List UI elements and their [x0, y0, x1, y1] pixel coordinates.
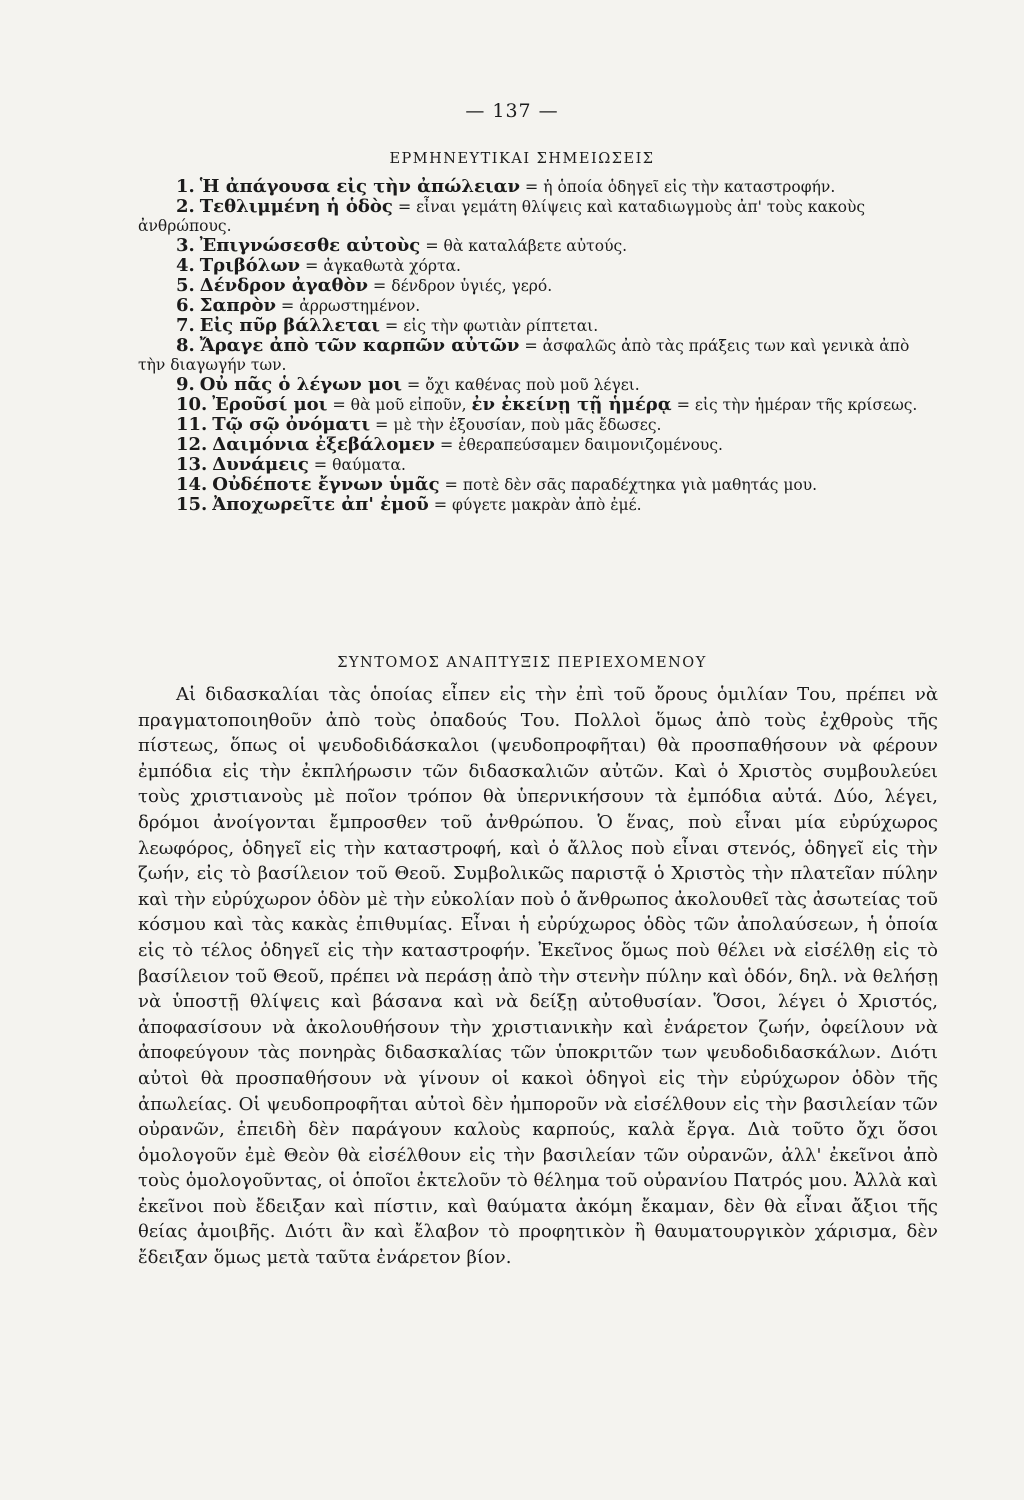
- equals-sign: =: [676, 395, 690, 414]
- note-term: Εἰς πῦρ βάλλεται: [199, 315, 380, 336]
- note-term: Δυνάμεις: [212, 454, 309, 475]
- section-title-summary: ΣΥΝΤΟΜΟΣ ΑΝΑΠΤΥΞΙΣ ΠΕΡΙΕΧΟΜΕΝΟΥ: [337, 655, 707, 671]
- note-number: 5.: [176, 275, 195, 296]
- note-number: 4.: [176, 255, 195, 276]
- notes-list: [138, 177, 938, 515]
- note-gloss: θαύματα.: [332, 456, 406, 474]
- equals-sign: =: [375, 415, 389, 434]
- note-number: 9.: [176, 374, 195, 395]
- note-item: [138, 375, 938, 395]
- note-number: 15.: [176, 494, 208, 515]
- note-term: Οὐδέποτε ἔγνων ὑμᾶς: [212, 474, 440, 495]
- note-gloss: ἀρρωστημένον.: [299, 297, 421, 315]
- note-gloss: δένδρον ὑγιές, γερό.: [391, 277, 553, 295]
- note-term: Ἄραγε ἀπὸ τῶν καρπῶν αὐτῶν: [199, 335, 520, 356]
- note-gloss: ἐθεραπεύσαμεν δαιμονιζομένους.: [458, 436, 723, 454]
- note-item: [138, 435, 938, 455]
- equals-sign: =: [524, 177, 539, 196]
- summary-paragraph: Αἱ διδασκαλίαι τὰς ὁποίας εἶπεν εἰς τὴν ἐπὶ τοῦ ὄρους ὁμιλίαν Του, πρέπει νὰ πραγματοποιηθοῦν ἀπὸ τοὺς ὀπαδούς Του. Πολλοὶ ὅμως ἀπὸ τοὺς ἐχθροὺς τῆς πίστεως, ὅπως οἱ ψευδοδιδάσκαλοι (ψευδοπροφῆται) θὰ προσπαθήσουν νὰ φέρουν ἐμπόδια εἰς τὴν ἐκπλήρωσιν τῶν διδασκαλιῶν αὐτῶν. Καὶ ὁ Χριστὸς συμβουλεύει τοὺς χριστιανοὺς μὲ ποῖον τρόπον θὰ ὑπερνικήσουν τὰ ἐμπόδια αὐτά. Δύο, λέγει, δρόμοι ἀνοίγονται ἔμπροσθεν τοῦ ἀνθρώπου. Ὁ ἕνας, ποὺ εἶναι μία εὐρύχωρος λεωφόρος, ὁδηγεῖ εἰς τὴν καταστροφή, καὶ ὁ ἄλλος ποὺ εἶναι στενός, ὁδηγεῖ εἰς τὴν ζωήν, εἰς τὸ βασίλειον τοῦ Θεοῦ. Συμβολικῶς παριστᾷ ὁ Χριστὸς τὴν πλατεῖαν πύλην καὶ τὴν εὐρύχωρον ὁδὸν μὲ τὴν εὐκολίαν ποὺ ὁ ἄνθρωπος ἀκολουθεῖ τὰς ἀσωτείας τοῦ κόσμου καὶ τὰς κακὰς ἐπιθυμίας. Εἶναι ἡ εὐρύχωρος ὁδὸς τῶν ἀπολαύσεων, ἡ ὁποία εἰς τὸ τέλος ὁδηγεῖ εἰς τὴν καταστροφήν. Ἐκεῖνος ὅμως ποὺ θέλει νὰ εἰσέλθῃ εἰς τὸ βασίλειον τοῦ Θεοῦ, πρέπει νὰ περάσῃ ἀπὸ τὴν στενὴν πύλην καὶ ὁδόν, δηλ. νὰ θελήσῃ νὰ ὑποστῇ θλίψεις καὶ βάσανα καὶ νὰ δείξῃ αὐτοθυσίαν. Ὅσοι, λέγει ὁ Χριστός, ἀποφασίσουν νὰ ἀκολουθήσουν τὴν χριστιανικὴν καὶ ἐνάρετον ζωήν, ὀφείλουν νὰ ἀποφεύγουν τὰς πονηρὰς διδασκαλίας τῶν ὑποκριτῶν των ψευδοδιδασκάλων. Διότι αὐτοὶ θὰ προσπαθήσουν νὰ γίνουν οἱ κακοὶ ὁδηγοὶ εἰς τὴν εὐρύχωρον ὁδὸν τῆς ἀπωλείας. Οἱ ψευδοπροφῆται αὐτοὶ δὲν ἠμποροῦν νὰ εἰσέλθουν εἰς τὴν βασιλείαν τῶν οὐρανῶν, ἐπειδὴ δὲν παράγουν καλοὺς καρπούς, καλὰ ἔργα. Διὰ τοῦτο ὄχι ὅσοι ὁμολογοῦν ἐμὲ Θεὸν θὰ εἰσέλθουν εἰς τὴν βασιλείαν τῶν οὐρανῶν, ἀλλ' ἐκεῖνοι ἀπὸ τοὺς ὁμολογοῦντας, οἱ ὁποῖοι ἐκτελοῦν τὸ θέλημα τοῦ οὐρανίου Πατρός μου. Ἀλλὰ καὶ ἐκεῖνοι ποὺ ἔδειξαν καὶ πίστιν, καὶ θαύματα ἀκόμη ἔκαμαν, δὲν θὰ εἶναι ἄξιοι τῆς θείας ἀμοιβῆς. Διότι ἂν καὶ ἔλαβον τὸ προφητικὸν ἢ θαυματουργικὸν χάρισμα, δὲν ἔδειξαν ὅμως μετὰ ταῦτα ἐνάρετον βίον.: [138, 684, 938, 1269]
- note-number: 14.: [176, 474, 208, 495]
- note-gloss: ἀσφαλῶς ἀπὸ τὰς πράξεις των καὶ γενικὰ ἀπὸ τὴν διαγωγήν των.: [138, 337, 910, 374]
- note-item: [138, 415, 938, 435]
- section-title-notes: ΕΡΜΗΝΕΥΤΙΚΑΙ ΣΗΜΕΙΩΣΕΙΣ: [389, 151, 655, 167]
- note-term: Ἀποχωρεῖτε ἀπ' ἐμοῦ: [212, 494, 429, 515]
- note-term: Τῷ σῷ ὀνόματι: [212, 414, 371, 435]
- note-number: 1.: [176, 176, 195, 197]
- equals-sign: =: [439, 435, 454, 454]
- equals-sign: =: [397, 197, 412, 216]
- equals-sign: =: [280, 296, 295, 315]
- note-item: [138, 336, 938, 375]
- note-item: [138, 316, 938, 336]
- note-number: 11.: [176, 414, 208, 435]
- page-number: — 137 —: [465, 100, 559, 122]
- note-term: Ἐπιγνώσεσθε αὐτοὺς: [199, 235, 421, 256]
- note-gloss: εἰς τὴν φωτιὰν ρίπτεται.: [403, 317, 599, 335]
- note-number: 6.: [176, 295, 195, 316]
- note-term: Σαπρὸν: [199, 295, 276, 316]
- note-number: 10.: [176, 394, 208, 415]
- note-item: [138, 455, 938, 475]
- note-number: 13.: [176, 454, 208, 475]
- note-number: 7.: [176, 315, 195, 336]
- equals-sign: =: [444, 475, 458, 494]
- note-gloss: εἶναι γεμάτη θλίψεις καὶ καταδιωγμοὺς ἀπ' τοὺς κακοὺς ἀνθρώπους.: [138, 198, 866, 235]
- note-item: [138, 256, 938, 276]
- note-term: Τεθλιμμένη ἡ ὁδὸς: [199, 196, 393, 217]
- equals-sign: =: [332, 395, 346, 414]
- note-gloss: ποτὲ δὲν σᾶς παραδέχτηκα γιὰ μαθητάς μου.: [462, 476, 818, 494]
- note-number: 2.: [176, 196, 195, 217]
- note-term: Ἐροῦσί μοι: [212, 394, 328, 415]
- note-gloss: θὰ μοῦ εἰποῦν,: [350, 396, 467, 414]
- note-item: [138, 177, 938, 197]
- note-number: 3.: [176, 235, 195, 256]
- note-item: [138, 296, 938, 316]
- note-gloss: ἀγκαθωτὰ χόρτα.: [323, 257, 461, 275]
- note-term: Ἡ ἀπάγουσα εἰς τὴν ἀπώλειαν: [199, 176, 520, 197]
- note-gloss: ἡ ὁποία ὁδηγεῖ εἰς τὴν καταστροφήν.: [543, 178, 836, 196]
- note-item: [138, 197, 938, 236]
- equals-sign: =: [304, 256, 319, 275]
- note-term: Τριβόλων: [199, 255, 301, 276]
- equals-sign: =: [433, 495, 448, 514]
- equals-sign: =: [384, 316, 399, 335]
- note-item: [138, 276, 938, 296]
- note-gloss: ὄχι καθένας ποὺ μοῦ λέγει.: [425, 376, 640, 394]
- note-term-secondary: ἐν ἐκείνῃ τῇ ἡμέρᾳ: [471, 394, 672, 415]
- note-term: Οὐ πᾶς ὁ λέγων μοι: [199, 374, 402, 395]
- note-number: 8.: [176, 335, 195, 356]
- note-item: [138, 395, 938, 415]
- note-item: [138, 475, 938, 495]
- note-gloss: θὰ καταλάβετε αὐτούς.: [443, 237, 628, 255]
- note-gloss: φύγετε μακρὰν ἀπὸ ἐμέ.: [452, 496, 642, 514]
- note-item: [138, 495, 938, 515]
- equals-sign: =: [425, 236, 439, 255]
- note-term: Δένδρον ἀγαθὸν: [199, 275, 368, 296]
- note-item: [138, 236, 938, 256]
- equals-sign: =: [372, 276, 387, 295]
- equals-sign: =: [524, 336, 538, 355]
- note-gloss: μὲ τὴν ἐξουσίαν, ποὺ μᾶς ἔδωσες.: [393, 416, 662, 434]
- note-number: 12.: [176, 434, 208, 455]
- note-gloss-secondary: εἰς τὴν ἡμέραν τῆς κρίσεως.: [694, 396, 918, 414]
- note-term: Δαιμόνια ἐξεβάλομεν: [212, 434, 435, 455]
- equals-sign: =: [406, 375, 421, 394]
- equals-sign: =: [313, 455, 328, 474]
